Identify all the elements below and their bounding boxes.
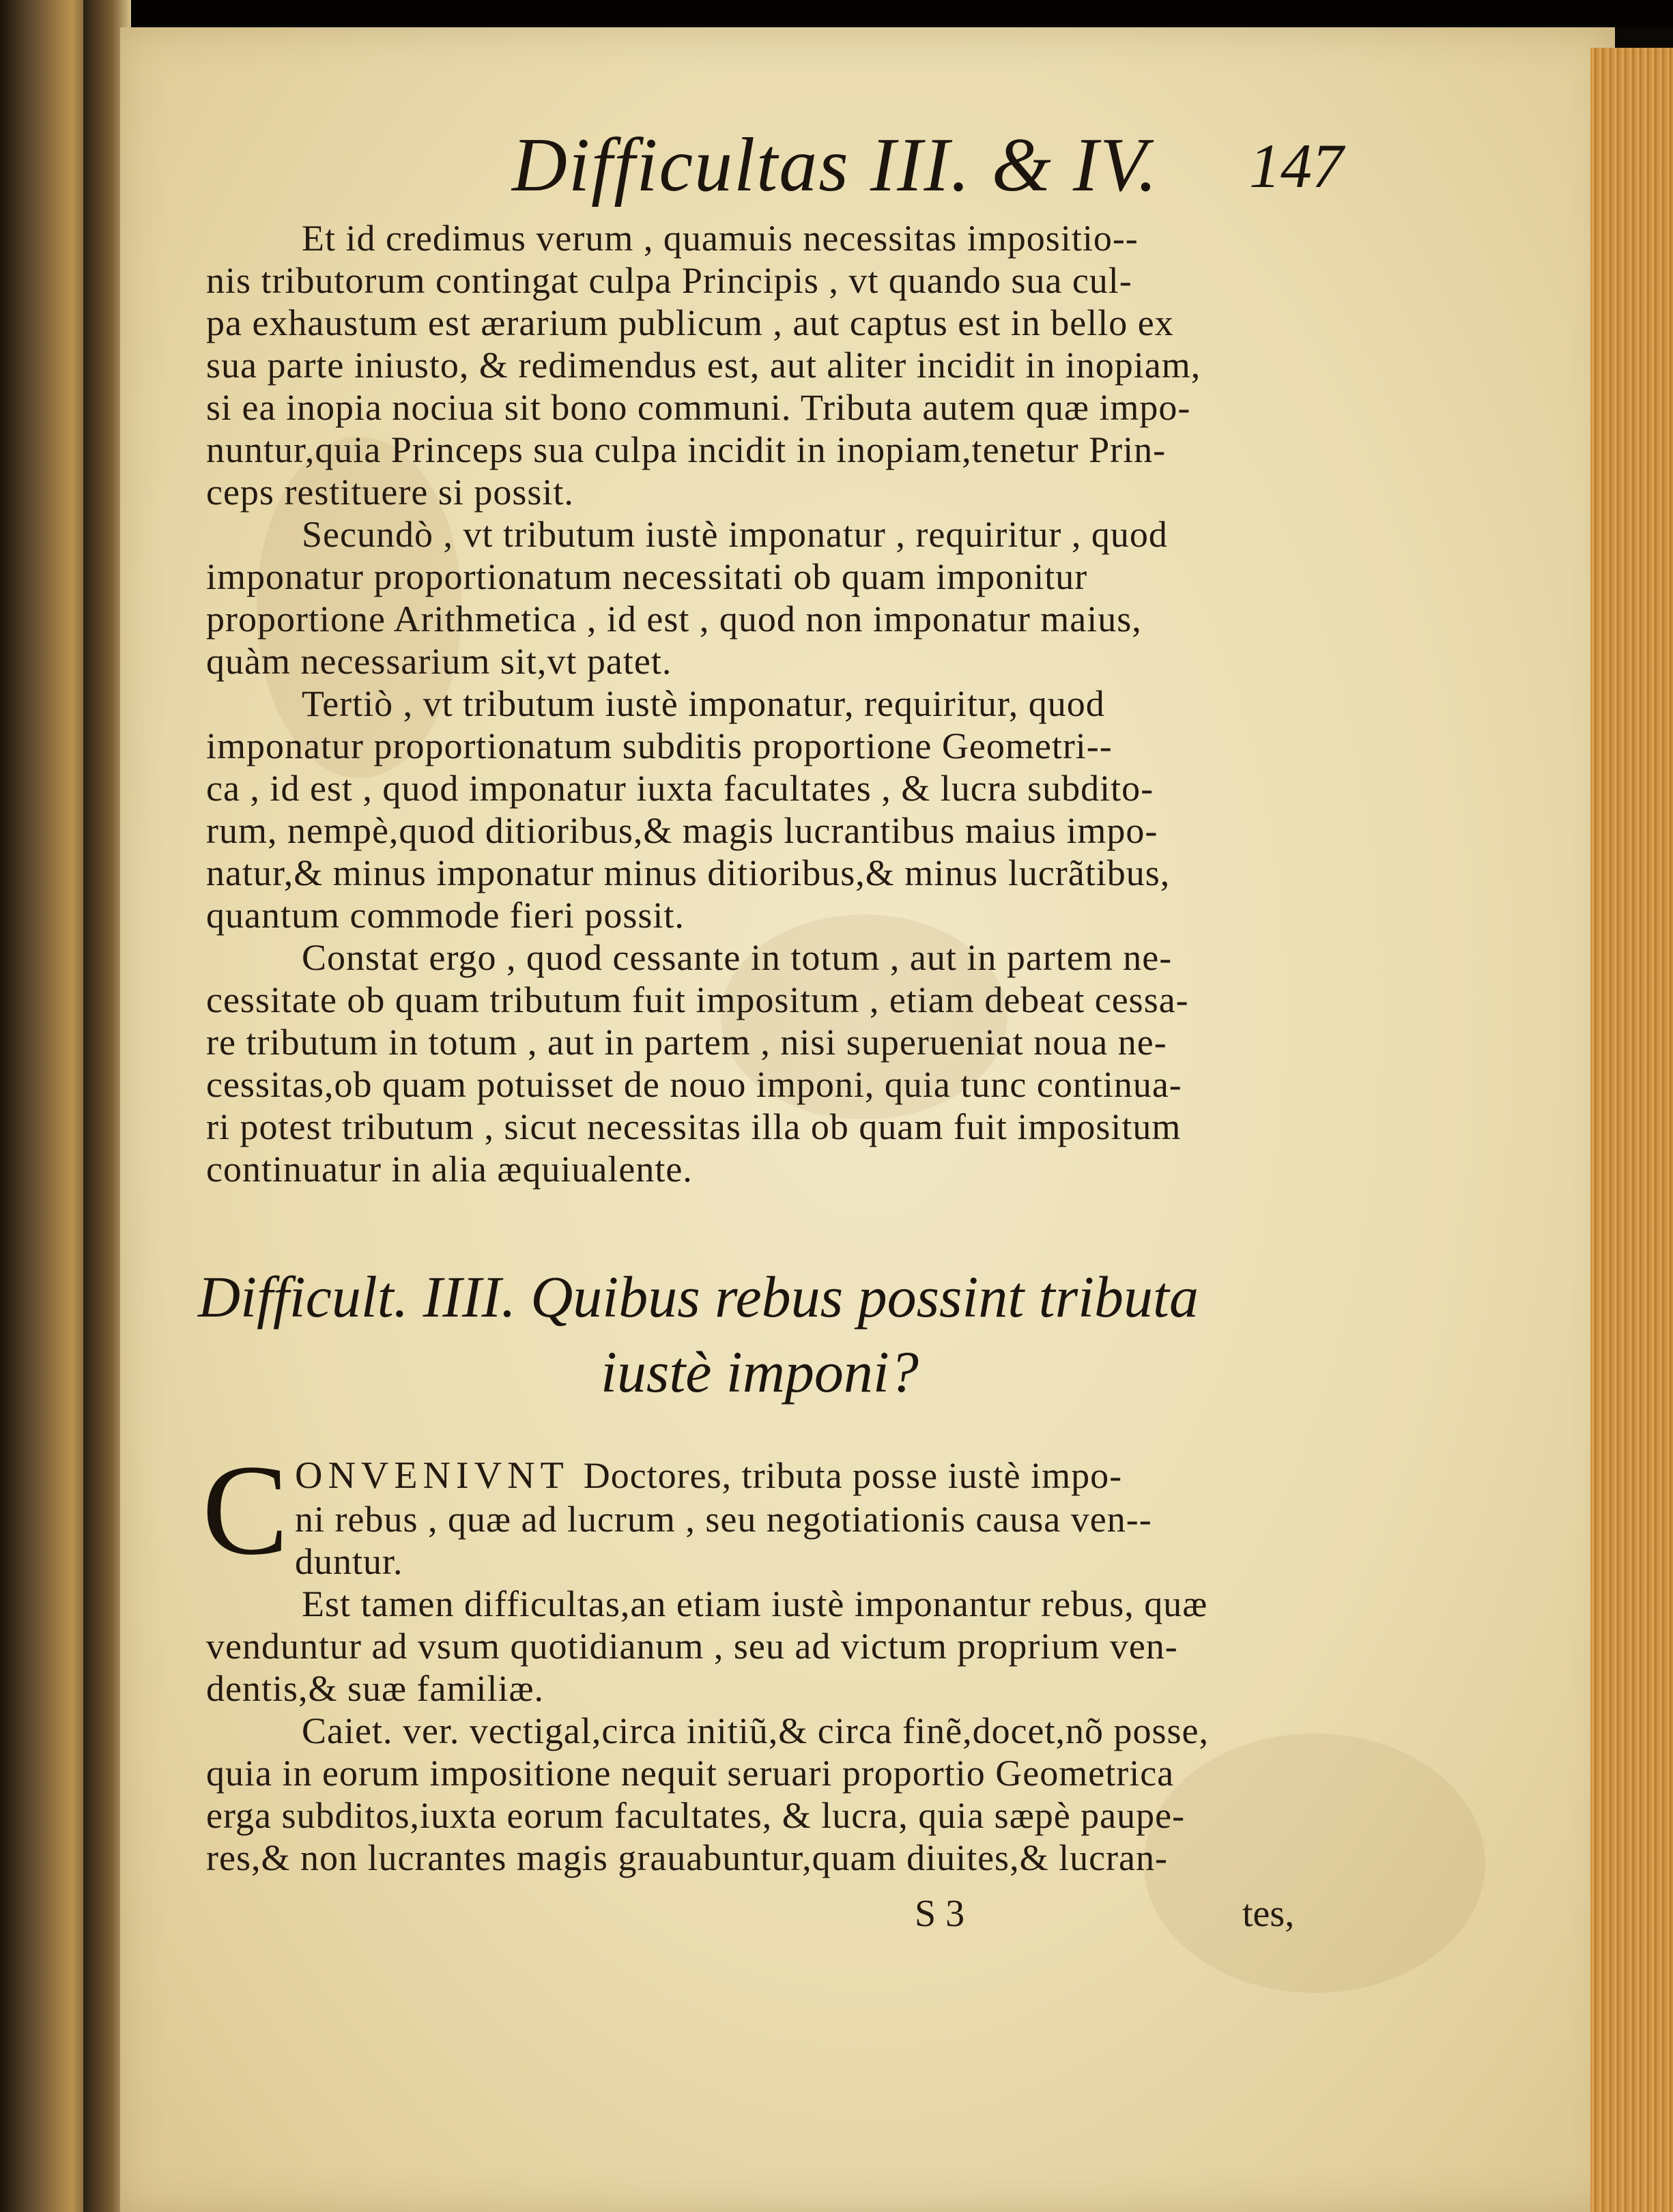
text-line: ri potest tributum , sicut necessitas illa ob quam fuit impositum	[206, 1106, 1182, 1147]
lead-line-rest: Doctores, tributa posse iustè impo-	[583, 1455, 1123, 1496]
text-line: Secundò , vt tributum iustè imponatur , requiritur , quod	[302, 514, 1168, 555]
text-line: imponatur proportionatum subditis proportione Geometri--	[206, 726, 1113, 766]
text-line: quia in eorum impositione nequit seruari proportio Geometrica	[206, 1753, 1175, 1794]
text-line: duntur.	[295, 1541, 403, 1582]
text-line: venduntur ad vsum quotidianum , seu ad victum proprium ven-	[206, 1626, 1178, 1667]
text-line: natur,& minus imponatur minus ditioribus,& minus lucrãtibus,	[206, 852, 1171, 893]
lead-caps: ONVENIVNT	[295, 1454, 569, 1497]
text-line: pa exhaustum est ærarium publicum , aut captus est in bello ex	[206, 302, 1174, 343]
page-number: 147	[1249, 131, 1343, 201]
text-line: quantum commode fieri possit.	[206, 895, 685, 936]
text-line: continuatur in alia æquiualente.	[206, 1149, 693, 1190]
lead-line	[295, 1454, 1122, 1497]
body-text-lower	[206, 1498, 1332, 1879]
text-line: nis tributorum contingat culpa Principis , vt quando sua cul-	[206, 260, 1132, 301]
text-line: imponatur proportionatum necessitati ob quam imponitur	[206, 556, 1088, 597]
section-heading-continued: iustè imponi?	[601, 1339, 919, 1405]
text-line: nuntur,quia Princeps sua culpa incidit in inopiam,tenetur Prin-	[206, 429, 1167, 470]
text-line: rum, nempè,quod ditioribus,& magis lucrantibus maius impo-	[206, 810, 1158, 851]
body-text-upper	[206, 217, 1332, 1190]
text-line: Et id credimus verum , quamuis necessitas impositio--	[302, 218, 1139, 259]
text-line: res,& non lucrantes magis grauabuntur,quam diuites,& lucran-	[206, 1837, 1168, 1878]
text-line: dentis,& suæ familiæ.	[206, 1668, 545, 1709]
text-line: ca , id est , quod imponatur iuxta facultates , & lucra subdito-	[206, 768, 1154, 809]
top-shadow	[0, 0, 1673, 29]
text-line: ceps restituere si possit.	[206, 472, 574, 513]
text-line: Est tamen difficultas,an etiam iustè imponantur rebus, quæ	[302, 1583, 1208, 1624]
text-line: Constat ergo , quod cessante in totum , aut in partem ne-	[302, 937, 1173, 978]
text-line: sua parte iniusto, & redimendus est, aut aliter incidit in inopiam,	[206, 345, 1201, 386]
text-line: si ea inopia nociua sit bono communi. Tributa autem quæ impo-	[206, 387, 1191, 428]
drop-cap: C	[202, 1439, 289, 1582]
text-line: Caiet. ver. vectigal,circa initiũ,& circa finẽ,docet,nõ posse,	[302, 1710, 1210, 1751]
text-line: cessitate ob quam tributum fuit impositum , etiam debeat cessa-	[206, 979, 1189, 1020]
text-line: re tributum in totum , aut in partem , nisi superueniat noua ne-	[206, 1022, 1167, 1063]
running-title: Difficultas III. & IV.	[512, 123, 1159, 207]
section-heading: Difficult. IIII. Quibus rebus possint tributa	[198, 1264, 1199, 1330]
fore-edge	[1590, 48, 1673, 2212]
text-line: cessitas,ob quam potuisset de nouo imponi, quia tunc continua-	[206, 1064, 1182, 1105]
text-line: Tertiò , vt tributum iustè imponatur, requiritur, quod	[302, 683, 1105, 724]
text-line: erga subditos,iuxta eorum facultates, & lucra, quia sæpè paupe-	[206, 1795, 1186, 1836]
signature-mark: S 3	[915, 1893, 965, 1935]
text-line: quàm necessarium sit,vt patet.	[206, 641, 672, 682]
catchword: tes,	[1242, 1893, 1295, 1935]
text-line: proportione Arithmetica , id est , quod non imponatur maius,	[206, 599, 1142, 640]
text-line: ni rebus , quæ ad lucrum , seu negotiationis causa ven--	[295, 1499, 1152, 1540]
